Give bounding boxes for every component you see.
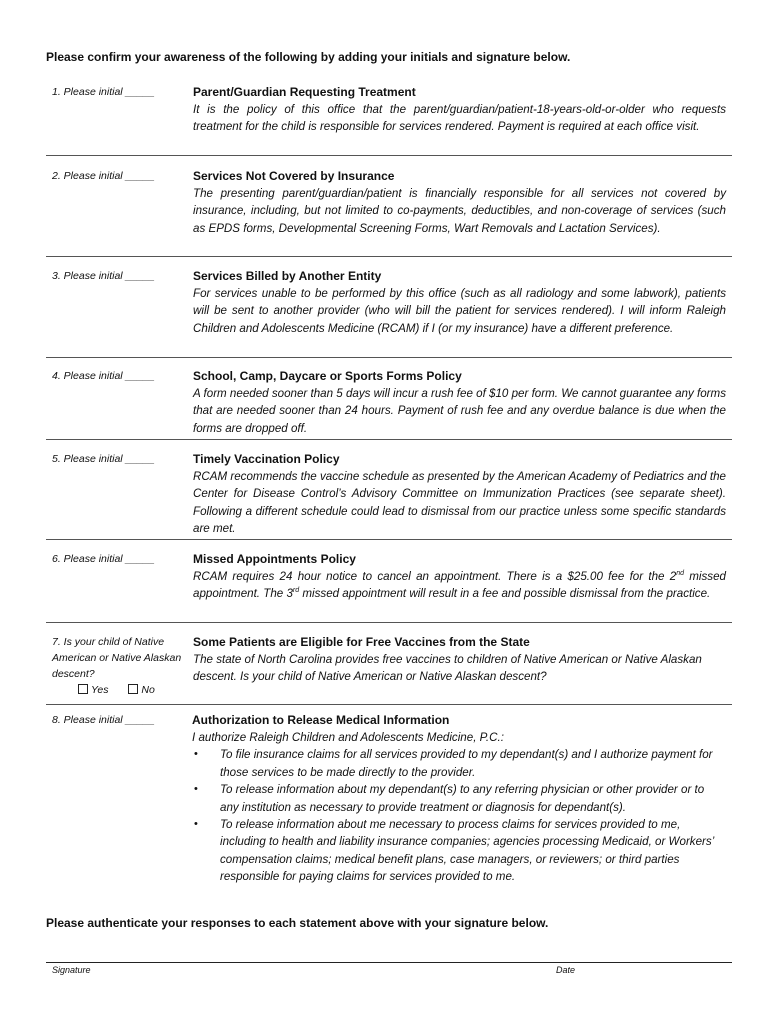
policy-title: Missed Appointments Policy [193, 552, 356, 566]
list-item: • To release information about my dependant(s) to any referring physician or other provider or to any institution as necessary to provide treatment or diagnosis for dependant(s). [194, 783, 705, 814]
intro-heading: Please confirm your awareness of the following by adding your initials and signature below. [46, 50, 571, 64]
initial-field-8[interactable]: 8. Please initial _____ [52, 714, 155, 726]
policy-body: It is the policy of this office that the parent/guardian/patient-18-years-old-or-older who requests treatment for the child is responsible for services rendered. Payment is required at each office visit. [193, 103, 726, 134]
question-label: 7. Is your child of Native American or Native Alaskan descent? [52, 636, 182, 680]
initial-field-5[interactable]: 5. Please initial _____ [52, 453, 155, 465]
divider [46, 256, 732, 257]
initial-field-6[interactable]: 6. Please initial _____ [52, 553, 155, 565]
initial-field-3[interactable]: 3. Please initial _____ [52, 270, 155, 282]
initial-field-4[interactable]: 4. Please initial _____ [52, 370, 155, 382]
divider [46, 704, 732, 705]
no-checkbox[interactable] [128, 684, 138, 694]
signature-line[interactable] [46, 962, 732, 963]
policy-body: I authorize Raleigh Children and Adolescents Medicine, P.C.: [192, 731, 504, 744]
divider [46, 357, 732, 358]
initial-field-1[interactable]: 1. Please initial _____ [52, 86, 155, 98]
initial-field-2[interactable]: 2. Please initial _____ [52, 170, 155, 182]
divider [46, 439, 732, 440]
policy-body: The state of North Carolina provides free vaccines to children of Native American or Native Alaskan descent. Is your child of Native American or Native Alaskan descent? [193, 653, 702, 684]
policy-body: The presenting parent/guardian/patient is financially responsible for all services not covered by insurance, including, but not limited to co-payments, deductibles, and non-coverage of services (such as EPDS forms, Developmental Screening Forms, Wart Removals and Lactation Services). [193, 187, 726, 235]
policy-title: Services Not Covered by Insurance [193, 169, 395, 183]
policy-title: School, Camp, Daycare or Sports Forms Policy [193, 369, 462, 383]
authenticate-heading: Please authenticate your responses to each statement above with your signature below. [46, 916, 549, 930]
policy-title: Services Billed by Another Entity [193, 269, 382, 283]
date-label: Date [556, 965, 576, 975]
authorization-list [192, 746, 725, 885]
no-label: No [141, 684, 155, 696]
native-descent-question [52, 634, 184, 698]
divider [46, 539, 732, 540]
policy-title: Timely Vaccination Policy [193, 452, 340, 466]
policy-title: Some Patients are Eligible for Free Vaccines from the State [193, 635, 530, 649]
bullet-icon: • [194, 818, 198, 831]
yes-no-options [78, 682, 184, 698]
yes-checkbox[interactable] [78, 684, 88, 694]
policy-title: Authorization to Release Medical Information [192, 713, 450, 727]
policy-body: RCAM recommends the vaccine schedule as presented by the American Academy of Pediatrics and the Center for Disease Control’s Advisory Committee on Immunization Practices (see separate sheet). Following a different schedule could lead to dismissal from our practice unless some specific standards are met. [193, 470, 726, 536]
signature-label: Signature [52, 965, 91, 975]
bullet-icon: • [194, 748, 198, 761]
list-item: • To file insurance claims for all services provided to my dependant(s) and I authorize payment for those services to be made directly to the provider. [194, 748, 713, 779]
list-item: • To release information about me necessary to process claims for services provided to me, including to health and liability insurance companies; agencies processing Medicaid, or Workers’ compensation claims; medical benefit plans, case managers, or reviewers; or third parties responsible for paying claims for services provided to me. [194, 818, 714, 884]
policy-title: Parent/Guardian Requesting Treatment [193, 85, 416, 99]
yes-label: Yes [91, 684, 109, 696]
divider [46, 155, 732, 156]
policy-body: For services unable to be performed by this office (such as all radiology and some labwork), patients will be sent to another provider (who will bill the patient for services rendered). I will inform Raleigh Children and Adolescents Medicine (RCAM) if I (or my insurance) have a different preference. [193, 287, 726, 335]
divider [46, 622, 732, 623]
bullet-icon: • [194, 783, 198, 796]
policy-body: A form needed sooner than 5 days will incur a rush fee of $10 per form. We cannot guarantee any forms that are needed sooner than 24 hours. Payment of rush fee and any overdue balance is due when the forms are dropped off. [193, 387, 726, 435]
policy-body: RCAM requires 24 hour notice to cancel an appointment. There is a $25.00 fee for the 2nd missed appointment. The 3rd missed appointment will result in a fee and possible dismissal from the practice. [193, 570, 726, 601]
